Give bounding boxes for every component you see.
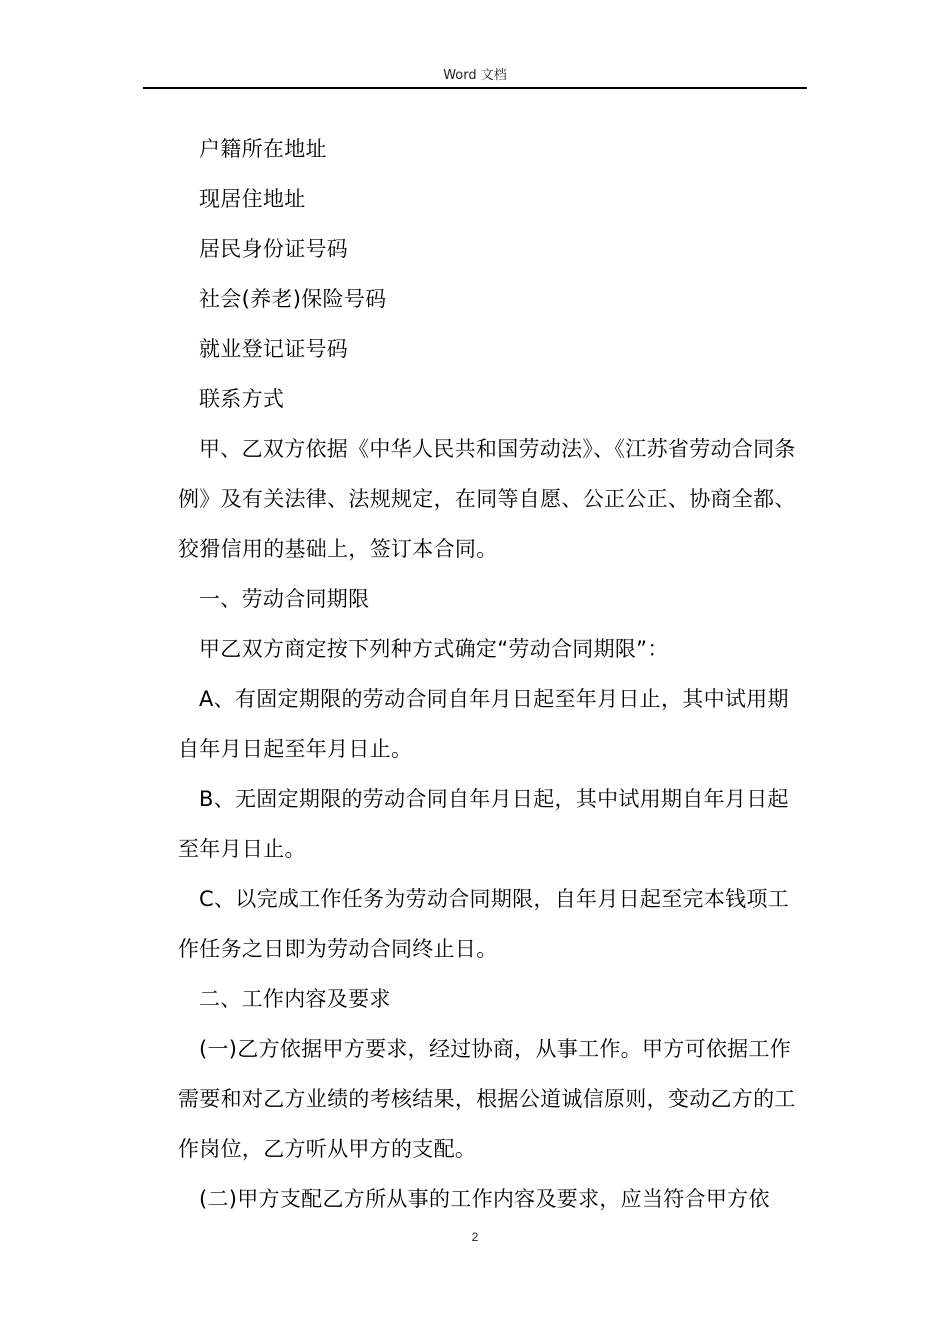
header-divider: [143, 87, 807, 89]
contract-term-option-a: A、有固定期限的劳动合同自年月日起至年月日止，其中试用期自年月日起至年月日止。: [178, 687, 789, 761]
page-header: [0, 0, 950, 90]
contract-term-option-b: B、无固定期限的劳动合同自年月日起，其中试用期自年月日起至年月日止。: [178, 787, 789, 861]
document-body: [178, 124, 810, 1224]
field-employment-registration-number: 就业登记证号码: [199, 337, 349, 361]
intro-paragraph: 甲、乙双方依据《中华人民共和国劳动法》、《江苏省劳动合同条例》及有关法律、法规规定，在同等自愿、公正公正、协商全都、狡猾信用的基础上，签订本合同。: [178, 437, 796, 561]
section-heading-work-content: 二、工作内容及要求: [199, 987, 391, 1011]
field-social-insurance-number: 社会(养老)保险号码: [199, 287, 387, 311]
field-id-number: 居民身份证号码: [199, 237, 349, 261]
field-household-address: 户籍所在地址: [199, 137, 327, 161]
field-contact: 联系方式: [199, 387, 285, 411]
work-content-clause-2: (二)甲方支配乙方所从事的工作内容及要求，应当符合甲方依: [199, 1187, 770, 1211]
work-content-clause-1: (一)乙方依据甲方要求，经过协商，从事工作。甲方可依据工作需要和对乙方业绩的考核结果，根据公道诚信原则，变动乙方的工作岗位，乙方听从甲方的支配。: [178, 1037, 796, 1161]
contract-term-option-c: C、以完成工作任务为劳动合同期限，自年月日起至完本钱项工作任务之日即为劳动合同终止日。: [178, 887, 790, 961]
contract-term-intro: 甲乙双方商定按下列种方式确定“劳动合同期限”：: [199, 637, 669, 661]
header-title: Word 文档: [443, 68, 507, 83]
page-number: 2: [471, 1230, 479, 1244]
field-current-address: 现居住地址: [199, 187, 306, 211]
section-heading-contract-term: 一、劳动合同期限: [199, 587, 370, 611]
